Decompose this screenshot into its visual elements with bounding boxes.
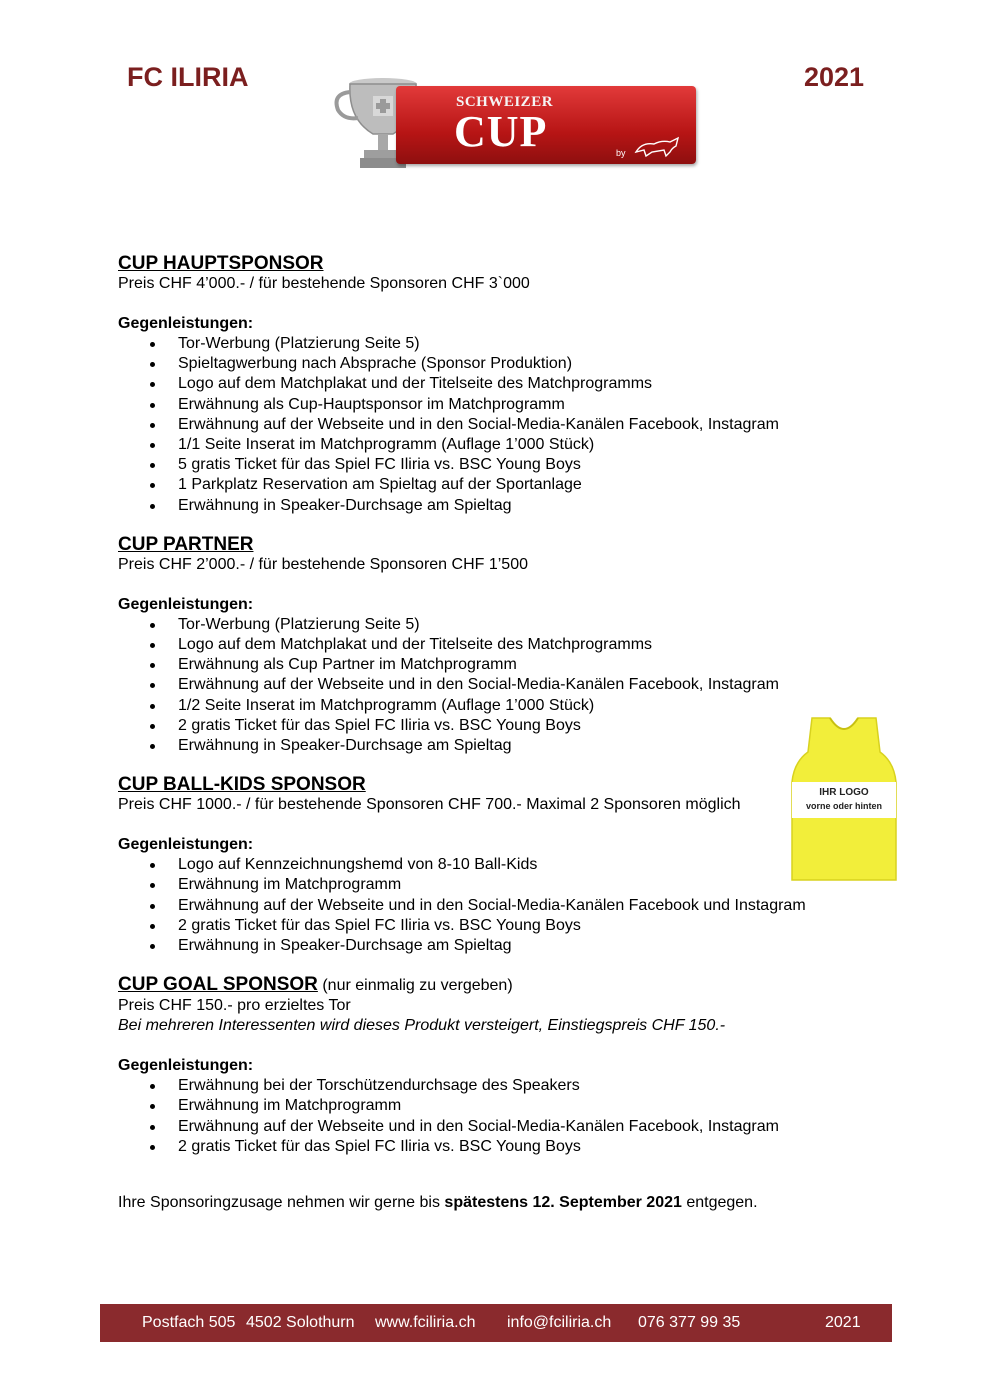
list-item: Erwähnung bei der Torschützendurchsage des Speakers bbox=[178, 1076, 858, 1096]
section-hauptsponsor bbox=[118, 253, 858, 516]
benefit-list bbox=[118, 855, 858, 956]
auction-note: Bei mehreren Interessenten wird dieses Produkt versteigert, Einstiegspreis CHF 150.- bbox=[118, 1017, 726, 1035]
section-title: CUP PARTNER bbox=[118, 533, 254, 555]
list-item: Erwähnung auf der Webseite und in den Social-Media-Kanälen Facebook, Instagram bbox=[178, 675, 858, 695]
list-item: Logo auf dem Matchplakat und der Titelseite des Matchprogramms bbox=[178, 635, 858, 655]
list-item: Tor-Werbung (Platzierung Seite 5) bbox=[178, 615, 858, 635]
footer-phone: 076 377 99 35 bbox=[638, 1314, 741, 1331]
list-item: Erwähnung im Matchprogramm bbox=[178, 875, 858, 895]
benefit-list bbox=[118, 334, 858, 516]
list-item: Erwähnung in Speaker-Durchsage am Spieltag bbox=[178, 936, 858, 956]
section-title: CUP BALL-KIDS SPONSOR bbox=[118, 774, 366, 796]
schweizer-cup-logo bbox=[328, 74, 700, 174]
list-item: 5 gratis Ticket für das Spiel FC Iliria vs. BSC Young Boys bbox=[178, 455, 858, 475]
section-ball-kids bbox=[118, 774, 858, 956]
club-name: FC ILIRIA bbox=[127, 62, 249, 92]
gegenleistungen-label: Gegenleistungen: bbox=[118, 1057, 254, 1075]
price-line: Preis CHF 150.- pro erzieltes Tor bbox=[118, 997, 351, 1015]
list-item: Logo auf dem Matchplakat und der Titelseite des Matchprogramms bbox=[178, 374, 858, 394]
footer-email-link[interactable]: info@fciliria.ch bbox=[507, 1314, 612, 1331]
price-line: Preis CHF 2’000.- / für bestehende Sponsoren CHF 1’500 bbox=[118, 555, 528, 573]
closing-text-end: entgegen. bbox=[681, 1194, 758, 1211]
list-item: Erwähnung auf der Webseite und in den Social-Media-Kanälen Facebook, Instagram bbox=[178, 1117, 858, 1137]
gegenleistungen-label: Gegenleistungen: bbox=[118, 315, 254, 332]
logo-banner bbox=[396, 86, 696, 164]
list-item: Erwähnung auf der Webseite und in den Social-Media-Kanälen Facebook und Instagram bbox=[178, 896, 858, 916]
section-title: CUP HAUPTSPONSOR bbox=[118, 253, 324, 274]
closing-deadline: spätestens 12. September 2021 bbox=[444, 1194, 682, 1211]
list-item: Erwähnung auf der Webseite und in den Social-Media-Kanälen Facebook, Instagram bbox=[178, 415, 858, 435]
list-item: 1/1 Seite Inserat im Matchprogramm (Auflage 1’000 Stück) bbox=[178, 435, 858, 455]
section-goal-sponsor bbox=[118, 974, 858, 1157]
footer-year: 2021 bbox=[825, 1314, 861, 1331]
section-title-row bbox=[118, 974, 858, 996]
horse-icon bbox=[632, 136, 682, 158]
gegenleistungen-label: Gegenleistungen: bbox=[118, 595, 254, 613]
benefit-list bbox=[118, 1076, 858, 1157]
list-item: Erwähnung als Cup-Hauptsponsor im Matchprogramm bbox=[178, 395, 858, 415]
list-item: 1 Parkplatz Reservation am Spieltag auf der Sportanlage bbox=[178, 475, 858, 495]
list-item: Spieltagwerbung nach Absprache (Sponsor Produktion) bbox=[178, 354, 858, 374]
logo-line2: CUP bbox=[454, 107, 548, 156]
list-item: Erwähnung als Cup Partner im Matchprogramm bbox=[178, 655, 858, 675]
footer-bar bbox=[100, 1304, 892, 1342]
benefit-list bbox=[118, 615, 858, 756]
list-item: Logo auf Kennzeichnungshemd von 8-10 Ball-Kids bbox=[178, 855, 858, 875]
footer-city: 4502 Solothurn bbox=[246, 1314, 355, 1331]
footer-postfach: Postfach 505 bbox=[142, 1314, 236, 1331]
section-partner bbox=[118, 534, 858, 756]
logo-line1: SCHWEIZER bbox=[456, 94, 554, 110]
section-title: CUP GOAL SPONSOR bbox=[118, 974, 318, 996]
footer-website-link[interactable]: www.fciliria.ch bbox=[375, 1314, 476, 1331]
closing-text: Ihre Sponsoringzusage nehmen wir gerne bis bbox=[118, 1194, 445, 1211]
vest-line2: vorne oder hinten bbox=[805, 801, 883, 811]
price-line: Preis CHF 1000.- / für bestehende Sponsoren CHF 700.- Maximal 2 Sponsoren möglich bbox=[118, 796, 741, 814]
list-item: Erwähnung in Speaker-Durchsage am Spieltag bbox=[178, 496, 858, 516]
list-item: Tor-Werbung (Platzierung Seite 5) bbox=[178, 334, 858, 354]
logo-by: by bbox=[616, 148, 626, 158]
list-item: Erwähnung in Speaker-Durchsage am Spieltag bbox=[178, 736, 858, 756]
list-item: 2 gratis Ticket für das Spiel FC Iliria vs. BSC Young Boys bbox=[178, 916, 858, 936]
vest-line1: IHR LOGO bbox=[819, 787, 869, 798]
list-item: 1/2 Seite Inserat im Matchprogramm (Auflage 1’000 Stück) bbox=[178, 696, 858, 716]
ball-kids-vest-image bbox=[784, 712, 904, 882]
list-item: 2 gratis Ticket für das Spiel FC Iliria vs. BSC Young Boys bbox=[178, 716, 858, 736]
list-item: 2 gratis Ticket für das Spiel FC Iliria vs. BSC Young Boys bbox=[178, 1137, 858, 1157]
gegenleistungen-label: Gegenleistungen: bbox=[118, 836, 254, 854]
sponsoring-content bbox=[118, 253, 858, 1157]
closing-note bbox=[118, 1194, 758, 1212]
section-note: (nur einmalig zu vergeben) bbox=[317, 977, 513, 995]
price-line: Preis CHF 4’000.- / für bestehende Sponsoren CHF 3`000 bbox=[118, 275, 530, 292]
year-label: 2021 bbox=[804, 62, 865, 92]
list-item: Erwähnung im Matchprogramm bbox=[178, 1096, 858, 1116]
